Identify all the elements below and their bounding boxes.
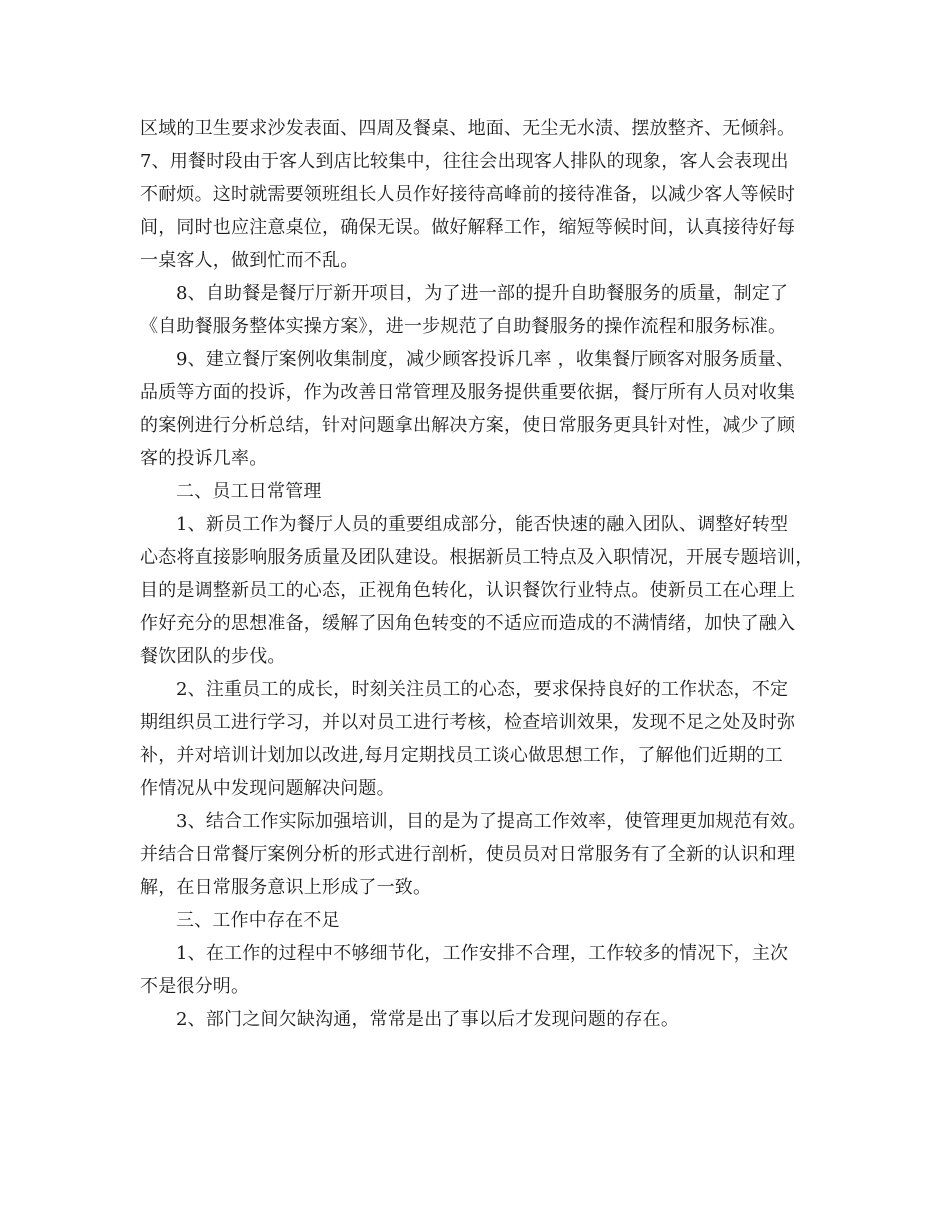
text-line: 的案例进行分析总结，针对问题拿出解决方案，使日常服务更具针对性，减少了顾 [140,415,796,436]
text-line: 作情况从中发现问题解决问题。 [140,778,395,799]
paragraph-start-line: 3、结合工作实际加强培训，目的是为了提高工作效率，使管理更加规范有效。 [176,811,807,832]
text-line: 《自助餐服务整体实操方案》，进一步规范了自助餐服务的操作流程和服务标准。 [140,316,787,337]
paragraph-start-line: 8、自助餐是餐厅厅新开项目，为了进一部的提升自助餐服务的质量，制定了 [176,283,789,304]
document-body [140,112,830,1036]
text-line: 客的投诉几率。 [140,448,268,469]
text-line: 作好充分的思想准备，缓解了因角色转变的不适应而造成的不满情绪，加快了融入 [140,613,796,634]
text-line: 间，同时也应注意桌位，确保无误。做好解释工作，缩短等候时间，认真接待好每 [140,217,796,238]
paragraph-start-line: 9、建立餐厅案例收集制度，减少顾客投诉几率 ，收集餐厅顾客对服务质量、 [176,349,795,370]
text-line: 不耐烦。这时就需要领班组长人员作好接待高峰前的接待准备，以减少客人等候时 [140,184,796,205]
text-line: 一桌客人，做到忙而不乱。 [140,250,359,271]
text-line: 心态将直接影响服务质量及团队建设。根据新员工特点及入职情况，开展专题培训， [140,547,814,568]
text-line: 餐饮团队的步伐。 [140,646,286,667]
text-line: 区域的卫生要求沙发表面、四周及餐桌、地面、无尘无水渍、摆放整齐、无倾斜。 [140,118,796,139]
text-line: 并结合日常餐厅案例分析的形式进行剖析，使员员对日常服务有了全新的认识和理 [140,844,796,865]
section-heading: 三、工作中存在不足 [176,910,340,931]
text-line: 目的是调整新员工的心态，正视角色转化，认识餐饮行业特点。使新员工在心理上 [140,580,796,601]
text-line: 品质等方面的投诉，作为改善日常管理及服务提供重要依据，餐厅所有人员对收集 [140,382,796,403]
text-line: 7、用餐时段由于客人到店比较集中，往往会出现客人排队的现象，客人会表现出 [140,151,789,172]
text-line: 期组织员工进行学习，并以对员工进行考核，检查培训效果，发现不足之处及时弥 [140,712,796,733]
text-line: 补，并对培训计划加以改进,每月定期找员工谈心做思想工作，了解他们近期的工 [140,745,783,766]
text-line: 解，在日常服务意识上形成了一致。 [140,877,432,898]
paragraph-start-line: 2、部门之间欠缺沟通，常常是出了事以后才发现问题的存在。 [176,1009,680,1030]
section-heading: 二、员工日常管理 [176,481,322,502]
paragraph-start-line: 1、在工作的过程中不够细节化，工作安排不合理，工作较多的情况下，主次 [176,943,789,964]
text-line: 不是很分明。 [140,976,250,997]
paragraph-start-line: 1、新员工作为餐厅人员的重要组成部分，能否快速的融入团队、调整好转型 [176,514,789,535]
paragraph-start-line: 2、注重员工的成长，时刻关注员工的心态，要求保持良好的工作状态，不定 [176,679,789,700]
